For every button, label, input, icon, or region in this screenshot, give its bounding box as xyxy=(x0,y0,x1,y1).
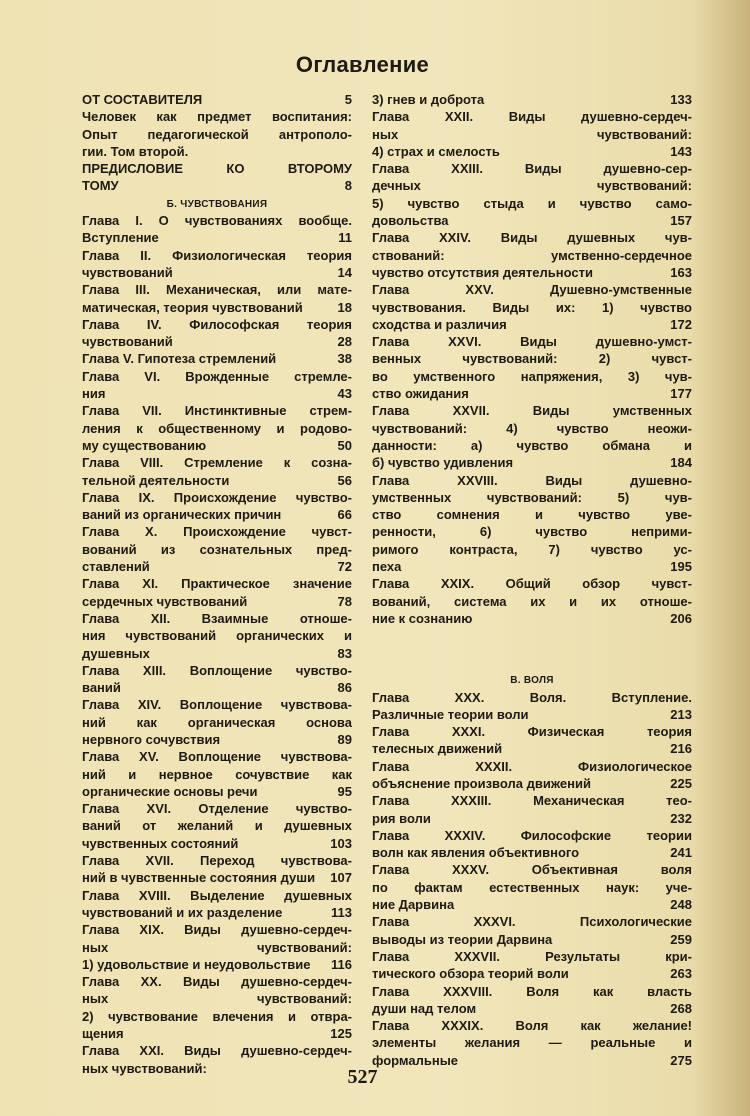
entry-title-line: римого контраста, 7) чувство ус- xyxy=(372,541,692,557)
toc-entry[interactable] xyxy=(82,108,352,160)
entry-title-line: 4) страх и смелость xyxy=(372,143,500,159)
entry-page-number: 103 xyxy=(330,835,352,851)
entry-title-line: ТОМУ xyxy=(82,178,119,194)
entry-title-line: ний в чувственные состояния души xyxy=(82,870,316,886)
entry-page-number: 268 xyxy=(670,1000,692,1016)
entry-title-line: Глава VI. Врожденные стремле- xyxy=(82,368,352,384)
entry-title-line: Глава XV. Воплощение чувствова- xyxy=(82,749,352,765)
entry-title-line: Глава VII. Инстинктивные стрем- xyxy=(82,403,352,419)
toc-entry[interactable] xyxy=(82,160,352,195)
entry-page-number: 8 xyxy=(344,178,352,194)
entry-title-line: ние Дарвина xyxy=(372,897,455,913)
entry-title-line: дечных чувствований: xyxy=(372,178,692,194)
entry-title-line: Глава XXXV. Объективная воля xyxy=(372,862,692,878)
entry-title-line: во умственного напряжения, 3) чув- xyxy=(372,368,692,384)
entry-title-line: элементы желания — реальные и xyxy=(372,1035,692,1051)
entry-title-line: Глава XXXVIII. Воля как власть xyxy=(372,983,692,999)
entry-title-line: щения xyxy=(82,1026,124,1042)
toc-entry[interactable] xyxy=(82,489,352,524)
entry-title-line: ния чувствований органических и xyxy=(82,628,352,644)
entry-title-line: Глава XVIII. Выделение душевных xyxy=(82,887,352,903)
toc-entry[interactable] xyxy=(82,212,352,247)
entry-page-number: 56 xyxy=(337,472,352,488)
toc-entry[interactable] xyxy=(372,402,692,471)
entry-page-number: 172 xyxy=(670,316,692,332)
entry-title-line: Человек как предмет воспитания: xyxy=(82,109,352,125)
entry-last-line xyxy=(82,679,352,696)
section-heading: В. ВОЛЯ xyxy=(510,675,554,687)
entry-page-number: 184 xyxy=(670,455,692,471)
entry-title-line: ство ожидания xyxy=(372,386,469,402)
entry-title-line: по фактам естественных наук: уче- xyxy=(372,879,692,895)
entry-last-line xyxy=(82,904,352,921)
entry-title-line: 3) гнев и доброта xyxy=(372,92,485,107)
entry-title-line: матическая, теория чувствований xyxy=(82,299,303,315)
entry-page-number: 72 xyxy=(337,559,352,575)
entry-page-number: 66 xyxy=(337,507,352,523)
entry-title-line: Глава XXIII. Виды душевно-сер- xyxy=(372,161,692,177)
entry-last-line xyxy=(82,1025,352,1042)
entry-title-line: ство сомнения и чувство уве- xyxy=(372,507,692,523)
entry-title-line: Глава V. Гипотеза стремлений xyxy=(82,351,277,367)
entry-last-line xyxy=(372,212,692,229)
toc-entry[interactable] xyxy=(372,472,692,576)
toc-entry[interactable] xyxy=(372,108,692,160)
toc-entry[interactable] xyxy=(82,402,352,454)
entry-title-line: Глава XVII. Переход чувствова- xyxy=(82,853,352,869)
toc-entry[interactable] xyxy=(372,723,692,758)
entry-page-number: 28 xyxy=(337,334,352,350)
toc-entry[interactable] xyxy=(82,316,352,351)
entry-page-number: 177 xyxy=(670,386,692,402)
entry-title-line: пеха xyxy=(372,559,402,575)
entry-page-number: 216 xyxy=(670,741,692,757)
entry-title-line: Глава I. О чувствованиях вообще. xyxy=(82,213,352,229)
entry-page-number: 107 xyxy=(330,870,352,886)
entry-title-line: чувствований xyxy=(82,334,173,350)
toc-entry[interactable] xyxy=(82,91,352,108)
entry-page-number: 133 xyxy=(670,92,692,107)
toc-entry[interactable] xyxy=(82,662,352,697)
entry-title-line: нервного сочувствия xyxy=(82,731,221,747)
toc-entry[interactable] xyxy=(372,91,692,108)
entry-last-line xyxy=(372,1000,692,1017)
entry-title-line: Глава XXXI. Физическая теория xyxy=(372,724,692,740)
entry-title-line: гии. Том второй. xyxy=(82,143,189,159)
entry-title-line: Глава XXXVII. Результаты кри- xyxy=(372,948,692,964)
entry-last-line xyxy=(82,333,352,350)
entry-last-line xyxy=(372,810,692,827)
toc-entry[interactable] xyxy=(372,758,692,793)
entry-title-line: телесных движений xyxy=(372,741,503,757)
entry-title-line: Глава XXXVI. Психологические xyxy=(372,914,692,930)
entry-title-line: Глава XXVI. Виды душевно-умст- xyxy=(372,334,692,350)
entry-page-number: 125 xyxy=(330,1026,352,1042)
entry-last-line xyxy=(372,965,692,982)
entry-title-line: Опыт педагогической антрополо- xyxy=(82,126,352,142)
entry-last-line xyxy=(82,143,352,160)
entry-title-line: Глава XXVIII. Виды душевно- xyxy=(372,472,692,488)
entry-page-number: 95 xyxy=(337,783,352,799)
toc-entry[interactable] xyxy=(372,281,692,333)
entry-page-number: 5 xyxy=(344,92,352,107)
toc-right-column xyxy=(372,91,692,1069)
entry-title-line: ных чувствований: xyxy=(372,126,692,142)
entry-page-number: 89 xyxy=(337,731,352,747)
toc-entry[interactable] xyxy=(372,827,692,862)
entry-title-line: Глава XXIV. Виды душевных чув- xyxy=(372,230,692,246)
toc-entry[interactable] xyxy=(372,1017,692,1069)
entry-title-line: ОТ СОСТАВИТЕЛЯ xyxy=(82,92,203,107)
entry-page-number: 78 xyxy=(337,593,352,609)
entry-page-number: 143 xyxy=(670,143,692,159)
entry-title-line: ных чувствований: xyxy=(82,1060,207,1076)
entry-title-line: Глава XXV. Душевно-умственные xyxy=(372,282,692,298)
entry-title-line: чувство отсутствия деятельности xyxy=(372,264,593,280)
entry-page-number: 50 xyxy=(337,437,352,453)
entry-title-line: Глава XIII. Воплощение чувство- xyxy=(82,662,352,678)
entry-title-line: рия воли xyxy=(372,810,431,826)
entry-title-line: ренности, 6) чувство неприми- xyxy=(372,524,692,540)
entry-page-number: 163 xyxy=(670,264,692,280)
entry-title-line: му существованию xyxy=(82,437,207,453)
entry-title-line: тического обзора теорий воли xyxy=(372,966,569,982)
entry-title-line: ных чувствований: xyxy=(82,991,352,1007)
page-title: Оглавление xyxy=(295,52,430,77)
toc-entry[interactable] xyxy=(372,229,692,281)
entry-last-line xyxy=(82,506,352,523)
entry-last-line xyxy=(82,835,352,852)
entry-last-line xyxy=(82,645,352,662)
toc-entry[interactable] xyxy=(82,800,352,852)
toc-entry[interactable] xyxy=(82,973,352,1042)
entry-last-line xyxy=(372,454,692,471)
entry-title-line: чувствований: 4) чувство неожи- xyxy=(372,420,692,436)
entry-title-line: чувственных состояний xyxy=(82,835,239,851)
entry-last-line xyxy=(372,610,692,627)
entry-last-line xyxy=(82,264,352,281)
entry-title-line: объяснение произвола движений xyxy=(372,775,591,791)
entry-title-line: Глава XXII. Виды душевно-сердеч- xyxy=(372,109,692,125)
entry-title-line: Глава XI. Практическое значение xyxy=(82,576,352,592)
toc-entry[interactable] xyxy=(82,575,352,610)
entry-title-line: ние к сознанию xyxy=(372,610,473,626)
entry-last-line xyxy=(372,931,692,948)
entry-last-line xyxy=(372,316,692,333)
entry-last-line xyxy=(82,956,352,973)
entry-last-line xyxy=(82,91,352,108)
entry-title-line: Вступление xyxy=(82,230,159,246)
entry-page-number: 83 xyxy=(337,645,352,661)
entry-title-line: ваний от желаний и душевных xyxy=(82,818,352,834)
entry-last-line xyxy=(372,896,692,913)
entry-title-line: Глава X. Происхождение чувст- xyxy=(82,524,352,540)
entry-title-line: души над телом xyxy=(372,1000,477,1016)
entry-title-line: ПРЕДИСЛОВИЕ КО ВТОРОМУ xyxy=(82,161,352,177)
entry-last-line xyxy=(82,593,352,610)
entry-page-number: 11 xyxy=(338,230,352,246)
entry-title-line: вований, система их и их отноше- xyxy=(372,593,692,609)
entry-title-line: ствований: умственно-сердечное xyxy=(372,247,692,263)
entry-last-line xyxy=(82,229,352,246)
entry-page-number: 18 xyxy=(337,299,352,315)
entry-title-line: Глава II. Физиологическая теория xyxy=(82,247,352,263)
toc-entry[interactable] xyxy=(372,160,692,229)
entry-title-line: Глава XIX. Виды душевно-сердеч- xyxy=(82,922,352,938)
entry-title-line: б) чувство удивления xyxy=(372,455,514,471)
entry-page-number: 241 xyxy=(670,845,692,861)
entry-page-number: 116 xyxy=(331,956,352,972)
toc-entry[interactable] xyxy=(82,610,352,662)
entry-title-line: сходства и различия xyxy=(372,316,507,332)
entry-last-line xyxy=(372,844,692,861)
entry-page-number: 232 xyxy=(670,810,692,826)
toc-entry[interactable] xyxy=(82,368,352,403)
toc-entry[interactable] xyxy=(372,575,692,627)
entry-page-number: 86 xyxy=(337,680,352,696)
entry-title-line: венных чувствований: 2) чувст- xyxy=(372,351,692,367)
entry-last-line xyxy=(82,299,352,316)
entry-title-line: Глава XXI. Виды душевно-сердеч- xyxy=(82,1043,352,1059)
entry-title-line: Глава VIII. Стремление к созна- xyxy=(82,455,352,471)
page-number: 527 xyxy=(347,1066,378,1088)
toc-entry[interactable] xyxy=(82,748,352,800)
entry-title-line: Глава XXXIV. Философские теории xyxy=(372,827,692,843)
entry-last-line xyxy=(372,91,692,108)
section-gap xyxy=(372,627,692,671)
entry-title-line: 1) удовольствие и неудовольствие xyxy=(82,956,311,972)
toc-entry[interactable] xyxy=(372,861,692,913)
toc-entry[interactable] xyxy=(82,523,352,575)
entry-title-line: душевных xyxy=(82,645,150,661)
entry-title-line: ления к общественному и родово- xyxy=(82,420,352,436)
entry-title-line: 2) чувствование влечения и отвра- xyxy=(82,1008,352,1024)
entry-title-line: Глава XII. Взаимные отноше- xyxy=(82,610,352,626)
toc-entry[interactable] xyxy=(372,913,692,948)
entry-last-line xyxy=(372,143,692,160)
entry-page-number: 157 xyxy=(670,213,692,229)
entry-title-line: Глава XXXIII. Механическая тео- xyxy=(372,793,692,809)
entry-title-line: Глава XXXIX. Воля как желание! xyxy=(372,1018,692,1034)
entry-last-line xyxy=(82,385,352,402)
entry-last-line xyxy=(82,869,352,886)
toc-entry[interactable] xyxy=(82,454,352,489)
entry-page-number: 225 xyxy=(670,775,692,791)
entry-title-line: данности: а) чувство обмана и xyxy=(372,437,692,453)
entry-last-line xyxy=(372,558,692,575)
entry-title-line: ставлений xyxy=(82,559,150,575)
entry-last-line xyxy=(372,706,692,723)
entry-page-number: 248 xyxy=(670,897,692,913)
entry-title-line: ний и нервное сочувствие как xyxy=(82,766,352,782)
toc-entry[interactable] xyxy=(372,983,692,1018)
entry-title-line: тельной деятельности xyxy=(82,472,230,488)
entry-last-line xyxy=(82,437,352,454)
toc-entry[interactable] xyxy=(82,350,352,367)
entry-title-line: Глава IX. Происхождение чувство- xyxy=(82,489,352,505)
toc-entry[interactable] xyxy=(372,333,692,402)
entry-last-line xyxy=(82,558,352,575)
entry-title-line: ний как органическая основа xyxy=(82,714,352,730)
entry-title-line: Различные теории воли xyxy=(372,706,529,722)
entry-last-line xyxy=(372,740,692,757)
entry-title-line: формальные xyxy=(372,1052,459,1068)
toc-entry[interactable] xyxy=(372,792,692,827)
entry-title-line: Глава IV. Философская теория xyxy=(82,316,352,332)
toc-entry[interactable] xyxy=(82,887,352,922)
entry-title-line: ных чувствований: xyxy=(82,939,352,955)
entry-page-number: 206 xyxy=(670,610,692,626)
toc-entry[interactable] xyxy=(82,921,352,973)
entry-page-number: 38 xyxy=(337,351,352,367)
entry-title-line: умственных чувствований: 5) чув- xyxy=(372,489,692,505)
entry-title-line: довольства xyxy=(372,213,449,229)
section-heading: Б. ЧУВСТВОВАНИЯ xyxy=(166,198,268,210)
entry-title-line: Глава XXVII. Виды умственных xyxy=(372,403,692,419)
entry-last-line xyxy=(372,385,692,402)
entry-title-line: Глава XXIX. Общий обзор чувст- xyxy=(372,576,692,592)
entry-title-line: Глава XXXII. Физиологическое xyxy=(372,758,692,774)
entry-title-line: ваний xyxy=(82,680,121,696)
entry-page-number: 14 xyxy=(337,264,352,280)
entry-title-line: Глава XXX. Воля. Вступление. xyxy=(372,689,692,705)
toc-entry[interactable] xyxy=(82,696,352,748)
entry-title-line: вований из сознательных пред- xyxy=(82,541,352,557)
entry-title-line: чувствований xyxy=(82,264,173,280)
toc-left-column xyxy=(82,91,352,1077)
entry-title-line: чувствований и их разделение xyxy=(82,904,283,920)
entry-page-number: 113 xyxy=(331,904,352,920)
toc-entry[interactable] xyxy=(82,247,352,282)
entry-title-line: сердечных чувствований xyxy=(82,593,248,609)
entry-last-line xyxy=(82,731,352,748)
entry-page-number: 259 xyxy=(670,931,692,947)
entry-title-line: ния xyxy=(82,386,106,402)
toc-entry[interactable] xyxy=(82,852,352,887)
entry-title-line: чувствования. Виды их: 1) чувство xyxy=(372,299,692,315)
toc-entry[interactable] xyxy=(82,281,352,316)
entry-title-line: волн как явления объективного xyxy=(372,845,580,861)
entry-last-line xyxy=(82,177,352,194)
entry-page-number: 195 xyxy=(670,559,692,575)
toc-entry[interactable] xyxy=(372,948,692,983)
entry-title-line: Глава III. Механическая, или мате- xyxy=(82,282,352,298)
entry-title-line: ваний из органических причин xyxy=(82,507,282,523)
entry-last-line xyxy=(372,775,692,792)
entry-page-number: 213 xyxy=(670,706,692,722)
entry-last-line xyxy=(82,783,352,800)
entry-title-line: Глава XX. Виды душевно-сердеч- xyxy=(82,974,352,990)
entry-last-line xyxy=(372,264,692,281)
entry-page-number: 263 xyxy=(670,966,692,982)
entry-last-line xyxy=(82,350,352,367)
entry-title-line: Глава XVI. Отделение чувство- xyxy=(82,801,352,817)
entry-title-line: Глава XIV. Воплощение чувствова- xyxy=(82,697,352,713)
entry-title-line: 5) чувство стыда и чувство само- xyxy=(372,195,692,211)
entry-page-number: 43 xyxy=(337,386,352,402)
toc-entry[interactable] xyxy=(372,689,692,724)
entry-page-number: 275 xyxy=(670,1052,692,1068)
entry-last-line xyxy=(82,472,352,489)
entry-title-line: выводы из теории Дарвина xyxy=(372,931,553,947)
entry-title-line: органические основы речи xyxy=(82,783,258,799)
